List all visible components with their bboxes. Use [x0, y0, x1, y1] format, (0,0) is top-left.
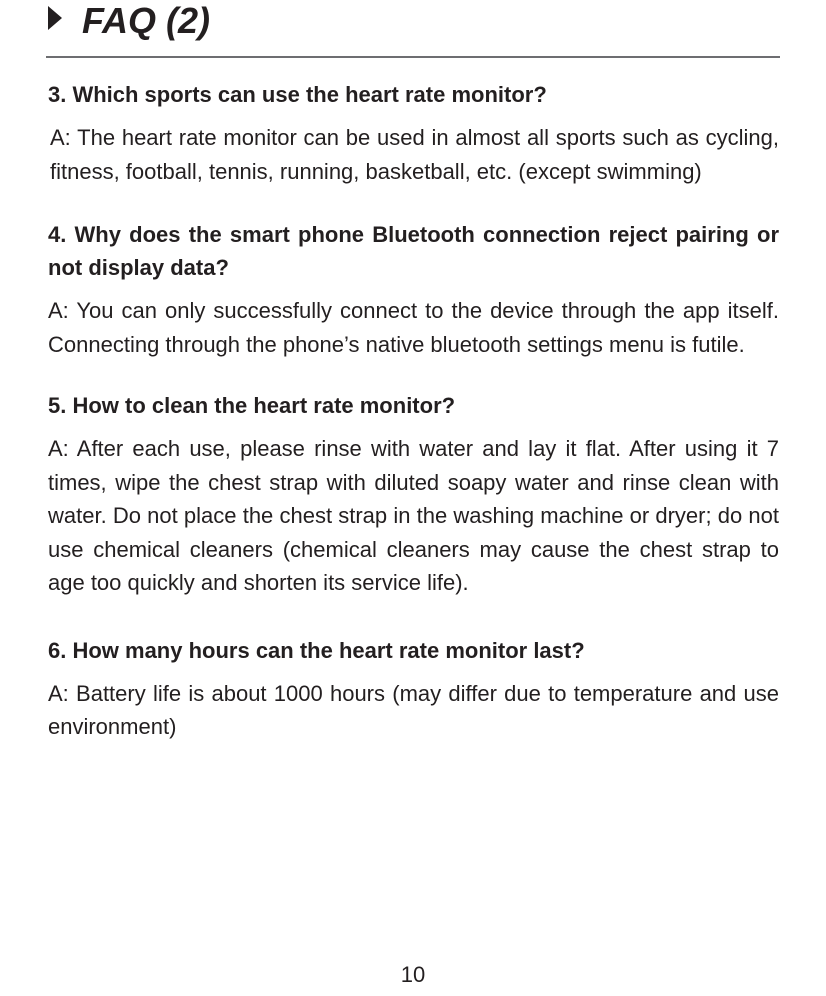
page-title: FAQ (2)	[82, 0, 211, 41]
faq-item	[48, 634, 779, 744]
section-header	[46, 0, 780, 56]
faq-item	[48, 218, 779, 361]
faq-answer: A: After each use, please rinse with water and lay it flat. After using it 7 times, wipe the chest strap with diluted soapy water and rinse clean with water. Do not place the chest strap in the washing machine or dryer; do not use chemical cleaners (chemical cleaners may cause the chest strap to age too quickly and shorten its service life).	[48, 436, 779, 595]
faq-answer: A: You can only successfully connect to the device through the app itself. Connecting through the phone’s native bluetooth settings menu is futile.	[48, 298, 779, 357]
faq-question: 5. How to clean the heart rate monitor?	[48, 393, 456, 418]
faq-question: 4. Why does the smart phone Bluetooth connection reject pairing or not display data?	[48, 222, 779, 280]
faq-question: 6. How many hours can the heart rate monitor last?	[48, 637, 585, 663]
faq-item	[48, 389, 779, 600]
header-divider	[46, 56, 780, 58]
page-number: 10	[400, 962, 426, 987]
faq-question: 3. Which sports can use the heart rate monitor?	[48, 82, 547, 107]
faq-answer: A: Battery life is about 1000 hours (may differ due to temperature and use environment)	[48, 680, 779, 739]
faq-answer: A: The heart rate monitor can be used in almost all sports such as cycling, fitness, football, tennis, running, basketball, etc. (except swimming)	[50, 125, 779, 184]
faq-item	[48, 78, 779, 188]
faq-list	[48, 78, 779, 776]
triangle-right-icon	[48, 6, 62, 30]
